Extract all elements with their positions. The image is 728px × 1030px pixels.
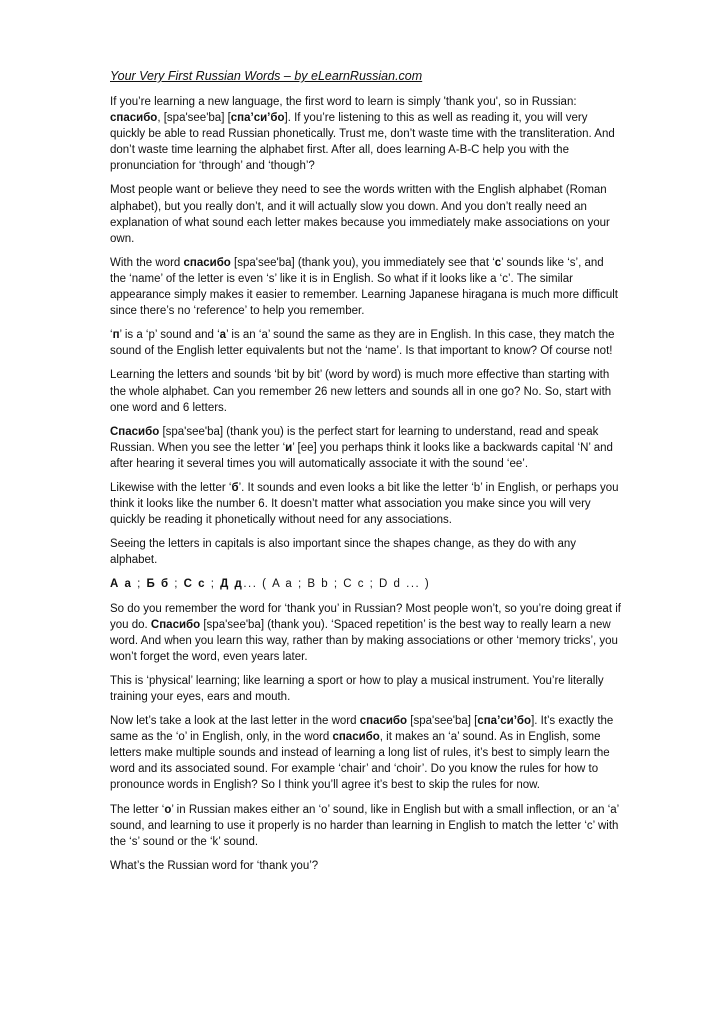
paragraph xyxy=(110,713,622,793)
text-run: ’ is an ‘a’ sound the same as they are in English. In this case, they match the sound of the English letter equivalents but not the ‘name’. Is that important to know? Of course not! xyxy=(110,329,615,358)
text-run: Seeing the letters in capitals is also important since the shapes change, as they do with any alphabet. xyxy=(110,538,577,567)
text-run: Learning the letters and sounds ‘bit by bit’ (word by word) is much more effective than starting with the whole alphabet. Can you remember 26 new letters and sounds all in one go? No. So, start with one word and 6 letters. xyxy=(110,369,612,414)
text-run: So do you remember the word for ‘thank you’ in Russian? Most people won’t, so you’re doing great if you do. xyxy=(110,602,621,631)
bold-text: спасибо xyxy=(110,112,158,125)
bold-text: Спасибо xyxy=(110,425,160,438)
paragraph xyxy=(110,673,622,705)
text-run: ’. It sounds and even looks a bit like the letter ‘b’ in English, or perhaps you think it looks like the number 6. It doesn’t matter what association you make since you will very quickly be reading it phonetically without need for any associations. xyxy=(110,481,619,527)
text-run: ’ is a ‘p’ sound and ‘ xyxy=(119,329,220,342)
paragraph xyxy=(110,576,622,592)
bold-text: а xyxy=(219,329,227,342)
bold-text: Б б xyxy=(146,578,170,591)
text-run: ’ in Russian makes either an ‘o’ sound, like in English but with a small inflection, or an ‘a’ sound, and learning to use it properly is no harder than learning in English to match the letter ‘c’ with the ‘s’ sound or the ‘k’ sound. xyxy=(110,803,619,848)
paragraph xyxy=(110,327,622,359)
bold-text: б xyxy=(231,481,239,494)
text-run: , [spa'see'ba] [ xyxy=(157,112,231,125)
document-title: Your Very First Russian Words – by eLearnRussian.com xyxy=(110,69,423,83)
text-run: ; xyxy=(132,578,147,591)
text-run: ’ [ee] you perhaps think it looks like a backwards capital ‘N’ and after hearing it several times you will automatically associate it with the sound ‘ee’. xyxy=(110,441,613,470)
text-run: Likewise with the letter ‘ xyxy=(110,481,232,494)
bold-text: Д д xyxy=(220,578,244,591)
bold-text: Спасибо xyxy=(150,618,201,631)
paragraph xyxy=(110,182,622,246)
paragraph xyxy=(110,255,622,319)
paragraph xyxy=(110,480,622,528)
text-run: ; xyxy=(169,578,184,591)
text-run: ]. It’s exactly the same as the ‘o’ in English, only, in the word xyxy=(110,715,614,744)
text-run: Most people want or believe they need to see the words written with the English alphabet (Roman alphabet), but you really don’t, and it will actually slow you down. And you don’t really need an explanation of what sound each letter makes because you immediately make associations on your own. xyxy=(110,184,610,245)
text-run: With the word xyxy=(110,256,184,269)
bold-text: п xyxy=(112,329,120,342)
paragraph xyxy=(110,802,622,850)
text-run: If you’re learning a new language, the first word to learn is simply 'thank you', so in Russian: xyxy=(110,96,577,108)
paragraph xyxy=(110,858,622,874)
text-run: ‘ xyxy=(110,329,113,342)
paragraph xyxy=(110,94,622,174)
text-run: ... ( A a ; B b ; C c ; D d ... ) xyxy=(243,578,431,591)
text-run: ; xyxy=(206,578,221,591)
bold-text: спасибо xyxy=(183,256,231,269)
document-page xyxy=(110,68,622,882)
text-run: This is ‘physical’ learning; like learning a sport or how to play a musical instrument. You’re literally training your eyes, ears and mouth. xyxy=(110,674,604,703)
text-run: ’ sounds like ‘s’, and the ‘name’ of the letter is even ‘s’ like it is in English. So what if it looks like a ‘c’. The similar appearance simply makes it easier to remember. Learning Japanese hiragana is much more difficult since there’s no ‘reference’ to help you remember. xyxy=(110,256,618,318)
text-run: [spa'see'ba] [ xyxy=(407,715,478,728)
bold-text: спа’си’бо xyxy=(230,112,285,125)
paragraph xyxy=(110,536,622,568)
text-run: [spa'see'ba] (thank you) is the perfect start for learning to understand, read and speak Russian. When you see the letter ‘ xyxy=(110,425,599,454)
text-run: [spa'see'ba] (thank you). ‘Spaced repetition’ is the best way to really learn a new word. And when you learn this way, rather than by making associations or other ‘memory tricks’, you won’t forget the word, even years later. xyxy=(110,618,618,663)
text-run: Now let’s take a look at the last letter in the word xyxy=(110,715,360,728)
bold-text: спа’си’бо xyxy=(477,715,532,728)
text-run: [spa'see'ba] (thank you), you immediately see that ‘ xyxy=(230,256,495,269)
bold-text: о xyxy=(164,803,172,816)
bold-text: спасибо xyxy=(332,731,380,744)
bold-text: спасибо xyxy=(359,715,408,728)
bold-text: А а xyxy=(110,578,133,591)
text-run: ]. If you’re listening to this as well as reading it, you will very quickly be able to read Russian phonetically. Trust me, don’t waste time with the transliteration. And don’t waste time learning the alphabet first. After all, does learning A-B-C help you with the pronunciation for ‘through’ and ‘though’? xyxy=(110,112,615,173)
paragraph xyxy=(110,424,622,472)
paragraph xyxy=(110,367,622,415)
text-run: What’s the Russian word for ‘thank you’? xyxy=(110,859,319,872)
text-run: , it makes an ‘a’ sound. As in English, some letters make multiple sounds and instead of learning a long list of rules, it’s best to simply learn the word and its associated sound. For example ‘chair’ and ‘choir’. Do you know the rules for how to pronounce words in English? So I think you’ll agree it’s best to skip the rules for now. xyxy=(110,731,610,792)
bold-text: и xyxy=(285,441,293,454)
text-run: The letter ‘ xyxy=(110,803,165,816)
paragraph xyxy=(110,601,622,665)
bold-text: С с xyxy=(183,578,207,591)
bold-text: с xyxy=(494,256,502,269)
document-body xyxy=(110,94,622,874)
